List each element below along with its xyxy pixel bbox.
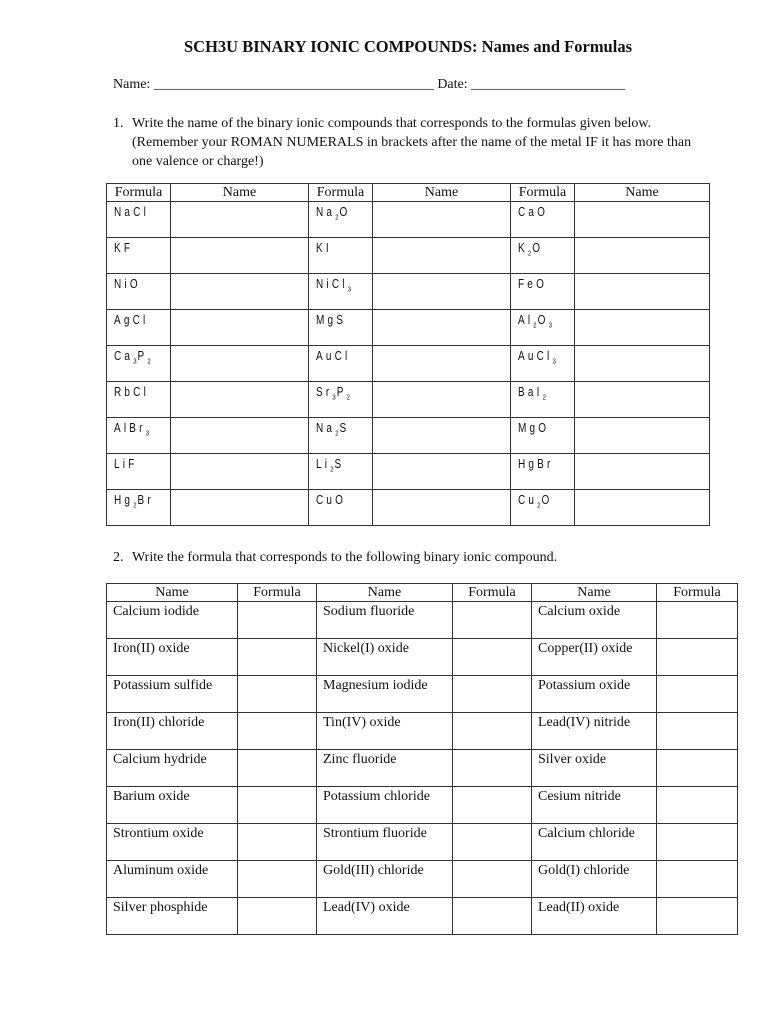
compound-name-cell: Calcium chloride: [532, 824, 657, 861]
formula-symbols: Hg: [114, 493, 134, 508]
formula-symbols: LiF: [114, 457, 138, 472]
formula-answer-cell[interactable]: [453, 676, 532, 713]
formula-answer-cell[interactable]: [238, 787, 317, 824]
formula-subscript: 2: [527, 250, 533, 258]
table1-row: [107, 202, 710, 238]
formula-text: [511, 310, 574, 330]
formula-text: [511, 274, 574, 292]
formula-answer-cell[interactable]: [657, 787, 738, 824]
formula-symbols: O: [532, 241, 544, 256]
formula-cell: [309, 490, 373, 526]
formula-symbols: AuCl: [316, 349, 351, 364]
formula-cell: [107, 418, 171, 454]
name-to-formula-table: [106, 583, 738, 935]
formula-cell: [309, 202, 373, 238]
compound-name-cell: Aluminum oxide: [107, 861, 238, 898]
formula-cell: [309, 418, 373, 454]
formula-symbols: P: [137, 349, 148, 364]
formula-symbols: BaI: [518, 385, 543, 400]
table1-row: [107, 418, 710, 454]
name-answer-cell[interactable]: [575, 418, 710, 454]
name-answer-cell[interactable]: [171, 346, 309, 382]
table2-row: [107, 676, 738, 713]
formula-symbols: S: [334, 457, 345, 472]
formula-subscript: 2: [147, 358, 152, 366]
formula-cell: [511, 274, 575, 310]
formula-cell: [511, 490, 575, 526]
formula-answer-cell[interactable]: [238, 898, 317, 935]
compound-name-cell: Strontium oxide: [107, 824, 238, 861]
name-answer-cell[interactable]: [575, 274, 710, 310]
formula-cell: [309, 238, 373, 274]
formula-text: [309, 274, 372, 294]
formula-text: [107, 274, 170, 292]
formula-answer-cell[interactable]: [238, 713, 317, 750]
compound-name-cell: Silver oxide: [532, 750, 657, 787]
formula-text: [511, 202, 574, 220]
formula-subscript: 3: [548, 322, 553, 330]
compound-name-cell: Copper(II) oxide: [532, 639, 657, 676]
formula-cell: [309, 310, 373, 346]
formula-symbols: MgO: [518, 421, 550, 436]
formula-symbols: S: [339, 421, 350, 436]
formula-cell: [107, 454, 171, 490]
table1-row: [107, 346, 710, 382]
name-answer-cell[interactable]: [171, 490, 309, 526]
question-2-number: 2.: [113, 550, 124, 565]
name-answer-cell[interactable]: [373, 382, 511, 418]
formula-cell: [511, 346, 575, 382]
formula-cell: [107, 274, 171, 310]
name-answer-cell[interactable]: [575, 454, 710, 490]
formula-symbols: AgCl: [114, 313, 149, 328]
compound-name-cell: Strontium fluoride: [317, 824, 453, 861]
formula-answer-cell[interactable]: [238, 639, 317, 676]
formula-text: [309, 382, 372, 402]
formula-cell: [107, 238, 171, 274]
name-answer-cell[interactable]: [575, 238, 710, 274]
formula-subscript: 3: [145, 430, 151, 438]
formula-answer-cell[interactable]: [453, 750, 532, 787]
formula-text: [511, 238, 574, 258]
table1-header: Name: [373, 184, 511, 202]
formula-symbols: MgS: [316, 313, 347, 328]
compound-name-cell: Potassium chloride: [317, 787, 453, 824]
name-answer-cell[interactable]: [575, 346, 710, 382]
formula-cell: [511, 382, 575, 418]
formula-subscript: 2: [330, 466, 335, 474]
formula-subscript: 2: [346, 394, 351, 402]
formula-symbols: NiCl: [316, 277, 348, 292]
formula-answer-cell[interactable]: [238, 602, 317, 639]
formula-text: [309, 202, 372, 222]
name-answer-cell[interactable]: [373, 238, 511, 274]
formula-symbols: Cu: [518, 493, 538, 508]
formula-symbols: HgBr: [518, 457, 554, 472]
formula-cell: [511, 310, 575, 346]
formula-answer-cell[interactable]: [453, 602, 532, 639]
formula-symbols: Br: [137, 493, 154, 508]
name-answer-cell[interactable]: [171, 238, 309, 274]
table2-header: Name: [532, 584, 657, 602]
formula-to-name-table: [106, 183, 710, 526]
compound-name-cell: Barium oxide: [107, 787, 238, 824]
name-answer-cell[interactable]: [575, 490, 710, 526]
table1-header: Formula: [309, 184, 373, 202]
compound-name-cell: Gold(III) chloride: [317, 861, 453, 898]
formula-text: [309, 346, 372, 364]
name-answer-cell[interactable]: [575, 382, 710, 418]
formula-text: [309, 238, 372, 256]
name-date-line: Name: ________________________________________ Date: ______________________: [113, 77, 626, 92]
table2-header: Formula: [657, 584, 738, 602]
table2-header: Name: [107, 584, 238, 602]
formula-symbols: NiO: [114, 277, 141, 292]
name-answer-cell[interactable]: [575, 202, 710, 238]
question-1-text: Write the name of the binary ionic compounds that corresponds to the formulas given below. (Remember your ROMAN NUMERALS in brackets after the name of the metal IF it has more than one valence or charge!): [132, 116, 692, 169]
table2-row: [107, 787, 738, 824]
formula-symbols: Li: [316, 457, 331, 472]
formula-text: [511, 382, 574, 402]
table1-row: [107, 382, 710, 418]
formula-text: [107, 490, 170, 510]
formula-symbols: KI: [316, 241, 332, 256]
name-answer-cell[interactable]: [373, 202, 511, 238]
formula-cell: [511, 454, 575, 490]
formula-text: [107, 382, 170, 400]
formula-subscript: 2: [533, 322, 538, 330]
formula-text: [511, 490, 574, 510]
formula-answer-cell[interactable]: [657, 676, 738, 713]
name-answer-cell[interactable]: [373, 274, 511, 310]
formula-text: [107, 418, 170, 438]
compound-name-cell: Sodium fluoride: [317, 602, 453, 639]
table1-header: Name: [171, 184, 309, 202]
compound-name-cell: Silver phosphide: [107, 898, 238, 935]
formula-answer-cell[interactable]: [238, 861, 317, 898]
formula-answer-cell[interactable]: [453, 861, 532, 898]
formula-text: [107, 454, 170, 472]
formula-subscript: 2: [542, 394, 547, 402]
formula-subscript: 2: [335, 430, 340, 438]
name-answer-cell[interactable]: [373, 454, 511, 490]
table2-header: Name: [317, 584, 453, 602]
compound-name-cell: Calcium iodide: [107, 602, 238, 639]
formula-answer-cell[interactable]: [238, 750, 317, 787]
formula-symbols: CuO: [316, 493, 347, 508]
compound-name-cell: Magnesium iodide: [317, 676, 453, 713]
formula-answer-cell[interactable]: [657, 602, 738, 639]
table1-header-row: [107, 184, 710, 202]
formula-symbols: O: [339, 205, 351, 220]
table1-row: [107, 490, 710, 526]
name-answer-cell[interactable]: [373, 490, 511, 526]
name-answer-cell[interactable]: [575, 310, 710, 346]
formula-cell: [107, 382, 171, 418]
formula-cell: [107, 490, 171, 526]
compound-name-cell: Iron(II) oxide: [107, 639, 238, 676]
formula-cell: [309, 382, 373, 418]
formula-symbols: Ca: [114, 349, 134, 364]
formula-text: [309, 310, 372, 328]
question-2-text: Write the formula that corresponds to the following binary ionic compound.: [132, 550, 558, 565]
table1-row: [107, 238, 710, 274]
table2-header: Formula: [453, 584, 532, 602]
formula-answer-cell[interactable]: [238, 824, 317, 861]
formula-symbols: FeO: [518, 277, 548, 292]
name-answer-cell[interactable]: [171, 454, 309, 490]
name-answer-cell[interactable]: [171, 274, 309, 310]
worksheet-title: SCH3U BINARY IONIC COMPOUNDS: Names and Formulas: [184, 37, 632, 56]
formula-text: [309, 418, 372, 438]
name-answer-cell[interactable]: [171, 382, 309, 418]
formula-answer-cell[interactable]: [657, 898, 738, 935]
formula-cell: [511, 418, 575, 454]
formula-subscript: 2: [133, 502, 138, 510]
formula-cell: [107, 310, 171, 346]
formula-cell: [107, 346, 171, 382]
formula-symbols: K: [518, 241, 528, 256]
question-2: [113, 548, 712, 567]
formula-symbols: Na: [316, 421, 336, 436]
formula-symbols: O: [537, 313, 549, 328]
formula-text: [107, 202, 170, 220]
table2-row: [107, 898, 738, 935]
table2-row: [107, 750, 738, 787]
compound-name-cell: Lead(IV) oxide: [317, 898, 453, 935]
formula-text: [107, 346, 170, 366]
question-1-number: 1.: [113, 116, 124, 131]
formula-symbols: RbCl: [114, 385, 150, 400]
table2-row: [107, 602, 738, 639]
question-1: [113, 114, 712, 171]
formula-subscript: 2: [335, 214, 340, 222]
compound-name-cell: Calcium oxide: [532, 602, 657, 639]
formula-answer-cell[interactable]: [657, 861, 738, 898]
formula-subscript: 3: [133, 358, 138, 366]
formula-symbols: KF: [114, 241, 134, 256]
formula-subscript: 2: [537, 502, 542, 510]
name-answer-cell[interactable]: [171, 310, 309, 346]
formula-answer-cell[interactable]: [238, 676, 317, 713]
formula-answer-cell[interactable]: [657, 639, 738, 676]
compound-name-cell: Cesium nitride: [532, 787, 657, 824]
compound-name-cell: Nickel(I) oxide: [317, 639, 453, 676]
formula-answer-cell[interactable]: [453, 898, 532, 935]
compound-name-cell: Zinc fluoride: [317, 750, 453, 787]
compound-name-cell: Calcium hydride: [107, 750, 238, 787]
formula-cell: [107, 202, 171, 238]
table2-row: [107, 824, 738, 861]
formula-cell: [511, 202, 575, 238]
formula-cell: [309, 454, 373, 490]
table1-row: [107, 274, 710, 310]
formula-subscript: 3: [552, 358, 557, 366]
formula-answer-cell[interactable]: [453, 824, 532, 861]
table2-row: [107, 861, 738, 898]
formula-symbols: P: [336, 385, 347, 400]
formula-symbols: O: [541, 493, 553, 508]
formula-text: [309, 490, 372, 508]
table2-header-row: [107, 584, 738, 602]
name-answer-cell[interactable]: [373, 346, 511, 382]
compound-name-cell: Iron(II) chloride: [107, 713, 238, 750]
formula-answer-cell[interactable]: [657, 713, 738, 750]
formula-symbols: AuCl: [518, 349, 553, 364]
table1-row: [107, 454, 710, 490]
formula-symbols: Na: [316, 205, 336, 220]
formula-answer-cell[interactable]: [657, 824, 738, 861]
table1-row: [107, 310, 710, 346]
formula-text: [511, 454, 574, 472]
formula-answer-cell[interactable]: [453, 639, 532, 676]
table2-header: Formula: [238, 584, 317, 602]
table1-header: Formula: [511, 184, 575, 202]
formula-cell: [309, 346, 373, 382]
name-answer-cell[interactable]: [171, 418, 309, 454]
name-answer-cell[interactable]: [171, 202, 309, 238]
compound-name-cell: Potassium sulfide: [107, 676, 238, 713]
formula-cell: [511, 238, 575, 274]
formula-symbols: AlBr: [114, 421, 146, 436]
formula-text: [511, 418, 574, 436]
table1-header: Name: [575, 184, 710, 202]
compound-name-cell: Gold(I) chloride: [532, 861, 657, 898]
formula-text: [309, 454, 372, 474]
formula-symbols: NaCl: [114, 205, 150, 220]
formula-symbols: CaO: [518, 205, 549, 220]
name-answer-cell[interactable]: [373, 310, 511, 346]
formula-text: [107, 310, 170, 328]
formula-text: [511, 346, 574, 366]
formula-answer-cell[interactable]: [657, 750, 738, 787]
compound-name-cell: Tin(IV) oxide: [317, 713, 453, 750]
table1-header: Formula: [107, 184, 171, 202]
compound-name-cell: Lead(IV) nitride: [532, 713, 657, 750]
formula-text: [107, 238, 170, 256]
compound-name-cell: Lead(II) oxide: [532, 898, 657, 935]
formula-subscript: 3: [347, 286, 353, 294]
formula-answer-cell[interactable]: [453, 713, 532, 750]
formula-subscript: 3: [332, 394, 337, 402]
compound-name-cell: Potassium oxide: [532, 676, 657, 713]
name-answer-cell[interactable]: [373, 418, 511, 454]
table2-row: [107, 639, 738, 676]
formula-symbols: Al: [518, 313, 534, 328]
formula-cell: [309, 274, 373, 310]
formula-symbols: Sr: [316, 385, 333, 400]
table2-row: [107, 713, 738, 750]
formula-answer-cell[interactable]: [453, 787, 532, 824]
